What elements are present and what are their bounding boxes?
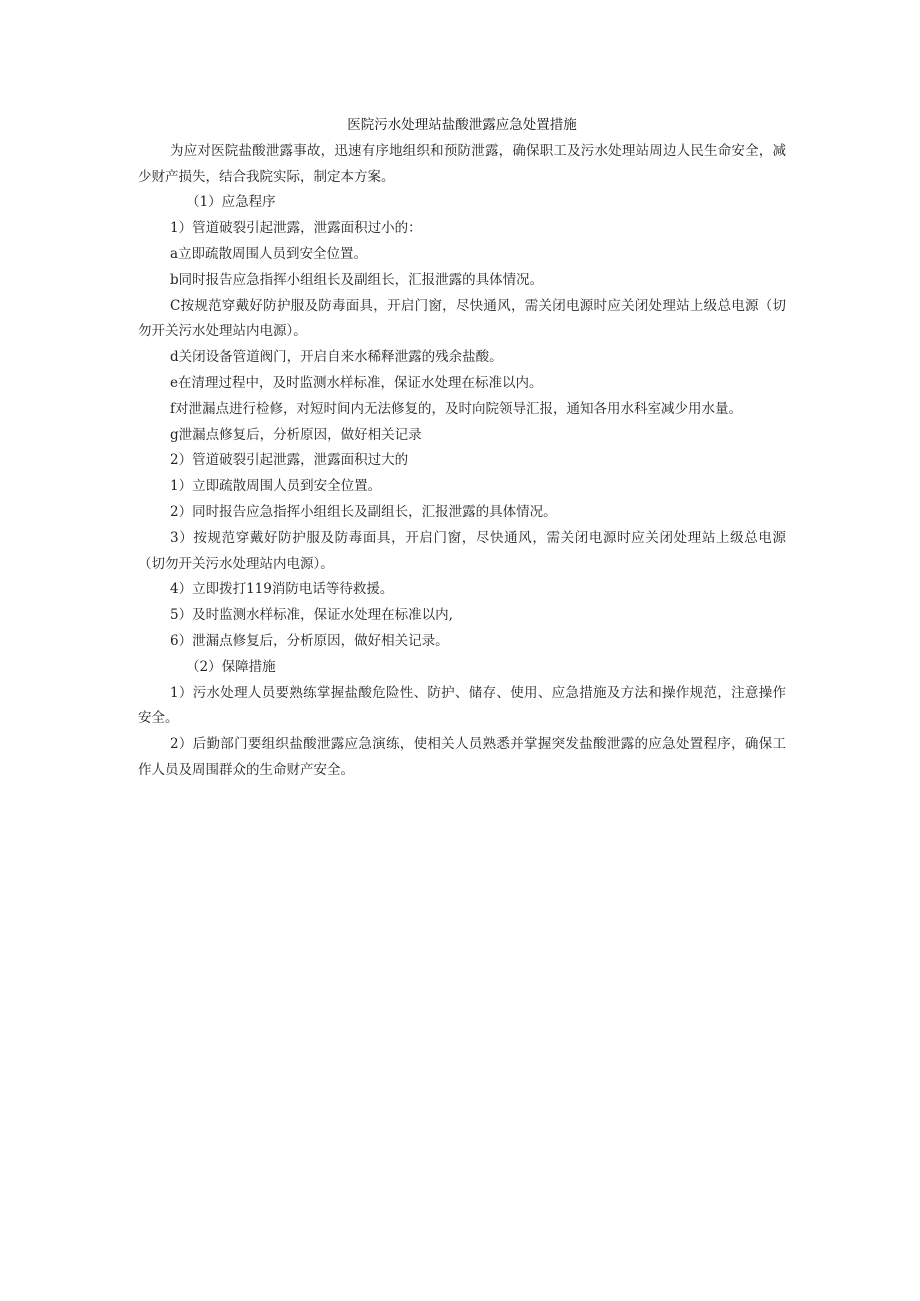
paragraph: 1）立即疏散周围人员到安全位置。	[170, 478, 382, 495]
paragraph: 2）后勤部门要组织盐酸泄露应急演练，使相关人员熟悉并掌握突发盐酸泄露的应急处置程序，确保工作人员及周围群众的生命财产安全。	[138, 736, 786, 778]
paragraph: f对泄漏点进行检修，对短时间内无法修复的，及时向院领导汇报，通知各用水科室减少用水量。	[170, 400, 742, 417]
paragraph: d关闭设备管道阀门，开启自来水稀释泄露的残余盐酸。	[170, 349, 503, 366]
paragraph: 为应对医院盐酸泄露事故，迅速有序地组织和预防泄露，确保职工及污水处理站周边人民生命安全，减少财产损失，结合我院实际，制定本方案。	[138, 142, 786, 185]
paragraph: b同时报告应急指挥小组组长及副组长，汇报泄露的具体情况。	[170, 271, 544, 288]
document-title: 医院污水处理站盐酸泄露应急处置措施	[347, 117, 577, 133]
paragraph: 5）及时监测水样标准，保证水处理在标准以内,	[170, 607, 453, 624]
paragraph: 1）污水处理人员要熟练掌握盐酸危险性、防护、储存、使用、应急措施及方法和操作规范，注意操作安全。	[138, 684, 786, 727]
paragraph: g泄漏点修复后，分析原因，做好相关记录	[170, 426, 422, 443]
paragraph: 3）按规范穿戴好防护服及防毒面具，开启门窗，尽快通风，需关闭电源时应关闭处理站上级总电源（切勿开关污水处理站内电源）。	[138, 529, 786, 572]
document-body	[138, 113, 786, 784]
section-heading: （1）应急程序	[186, 194, 276, 211]
paragraph-list	[138, 139, 786, 784]
paragraph: 2）同时报告应急指挥小组组长及副组长，汇报泄露的具体情况。	[170, 503, 557, 520]
paragraph: a立即疏散周围人员到安全位置。	[170, 245, 368, 262]
section-heading: （2）保障措施	[186, 658, 276, 675]
paragraph: e在清理过程中，及时监测水样标准，保证水处理在标准以内。	[170, 374, 543, 391]
paragraph: 4）立即拨打119消防电话等待救援。	[170, 581, 394, 598]
paragraph: 6）泄漏点修复后，分析原因，做好相关记录。	[170, 632, 449, 649]
paragraph: C按规范穿戴好防护服及防毒面具，开启门窗，尽快通风，需关闭电源时应关闭处理站上级总电源（切勿开关污水处理站内电源）。	[138, 297, 786, 340]
paragraph: 2）管道破裂引起泄露，泄露面积过大的	[170, 452, 409, 469]
paragraph: 1）管道破裂引起泄露，泄露面积过小的：	[170, 220, 422, 237]
